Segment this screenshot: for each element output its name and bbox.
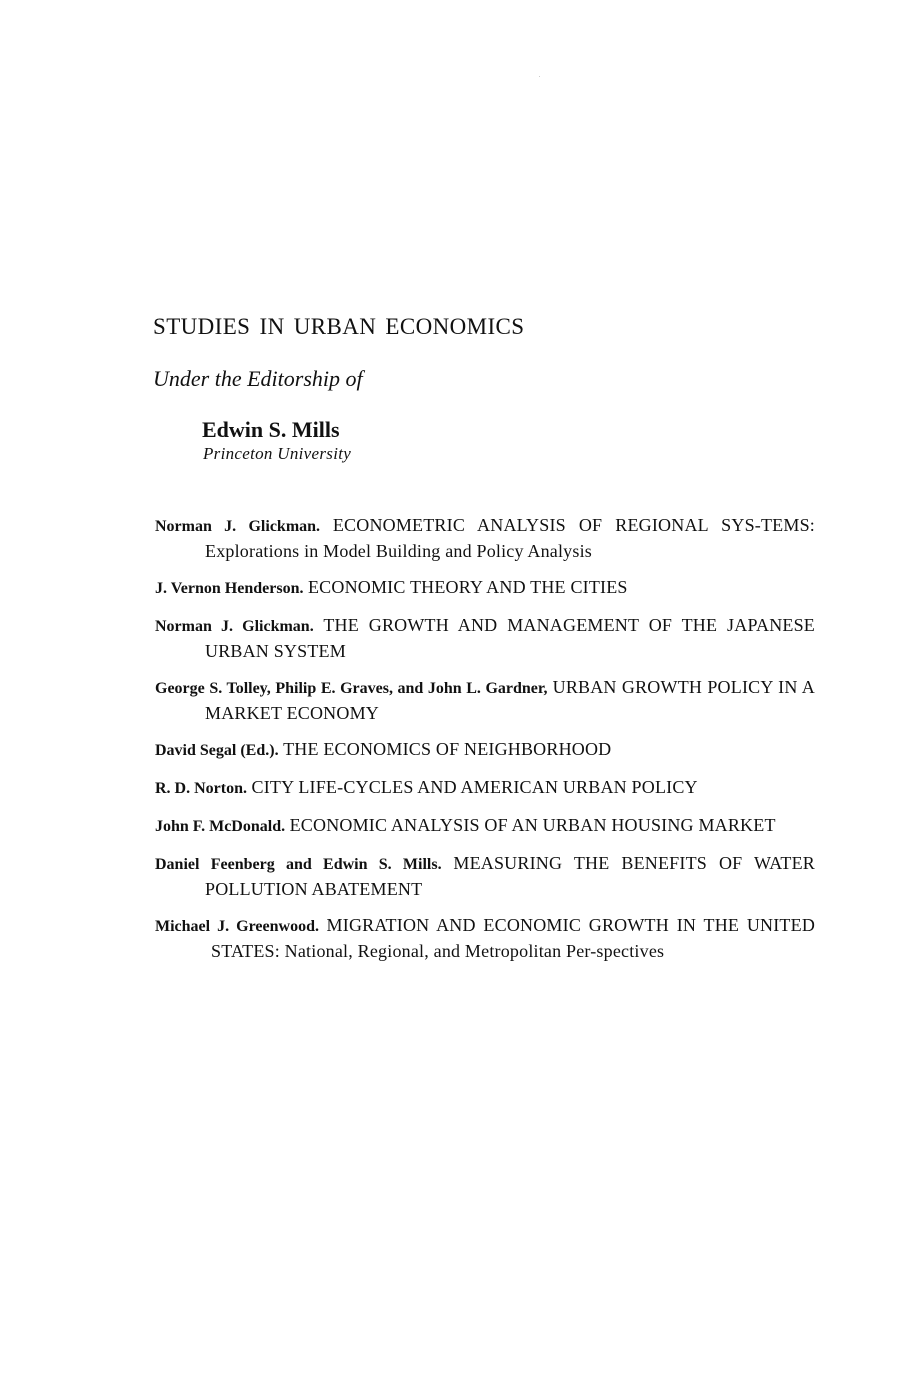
book-author: David Segal (Ed.). — [155, 742, 279, 759]
book-title: URBAN GROWTH POLICY IN A MARKET ECONOMY — [205, 677, 816, 723]
book-entry — [155, 813, 815, 839]
book-entry — [155, 775, 815, 801]
book-entry — [155, 613, 815, 663]
book-author: J. Vernon Henderson. — [155, 580, 304, 597]
book-author: Norman J. Glickman. — [155, 618, 314, 635]
series-book-list — [155, 513, 815, 975]
book-author: Daniel Feenberg and Edwin S. Mills. — [155, 856, 442, 873]
book-author: R. D. Norton. — [155, 780, 247, 797]
book-entry — [155, 513, 815, 563]
book-author: George S. Tolley, Philip E. Graves, and John L. Gardner, — [155, 680, 548, 697]
book-entry — [155, 575, 815, 601]
book-author: John F. McDonald. — [155, 818, 286, 835]
editorship-label: Under the Editorship of — [153, 366, 363, 391]
book-title: THE GROWTH AND MANAGEMENT OF THE JAPANESE URBAN SYSTEM — [205, 615, 815, 661]
book-title: ECONOMIC THEORY AND THE CITIES — [307, 577, 628, 597]
book-entry — [155, 851, 815, 901]
book-title: MIGRATION AND ECONOMIC GROWTH IN THE UNITED STATES: National, Regional, and Metropolitan Per-spectives — [211, 915, 816, 961]
book-author: Norman J. Glickman. — [155, 518, 321, 535]
book-entry — [155, 675, 815, 725]
book-entry — [155, 737, 815, 763]
book-entry — [155, 913, 815, 963]
book-author: Michael J. Greenwood. — [155, 918, 319, 935]
series-title: STUDIES IN URBAN ECONOMICS — [153, 314, 525, 339]
book-title: CITY LIFE-CYCLES AND AMERICAN URBAN POLICY — [251, 777, 698, 797]
book-title: ECONOMIC ANALYSIS OF AN URBAN HOUSING MARKET — [289, 815, 776, 835]
editor-affiliation: Princeton University — [203, 444, 352, 463]
editor-name: Edwin S. Mills — [202, 417, 340, 442]
scan-speck — [539, 76, 540, 77]
book-title: MEASURING THE BENEFITS OF WATER POLLUTION ABATEMENT — [205, 853, 816, 899]
book-title: ECONOMETRIC ANALYSIS OF REGIONAL SYS-TEMS: Explorations in Model Building and Policy Analysis — [205, 515, 815, 561]
book-title: THE ECONOMICS OF NEIGHBORHOOD — [283, 739, 612, 759]
